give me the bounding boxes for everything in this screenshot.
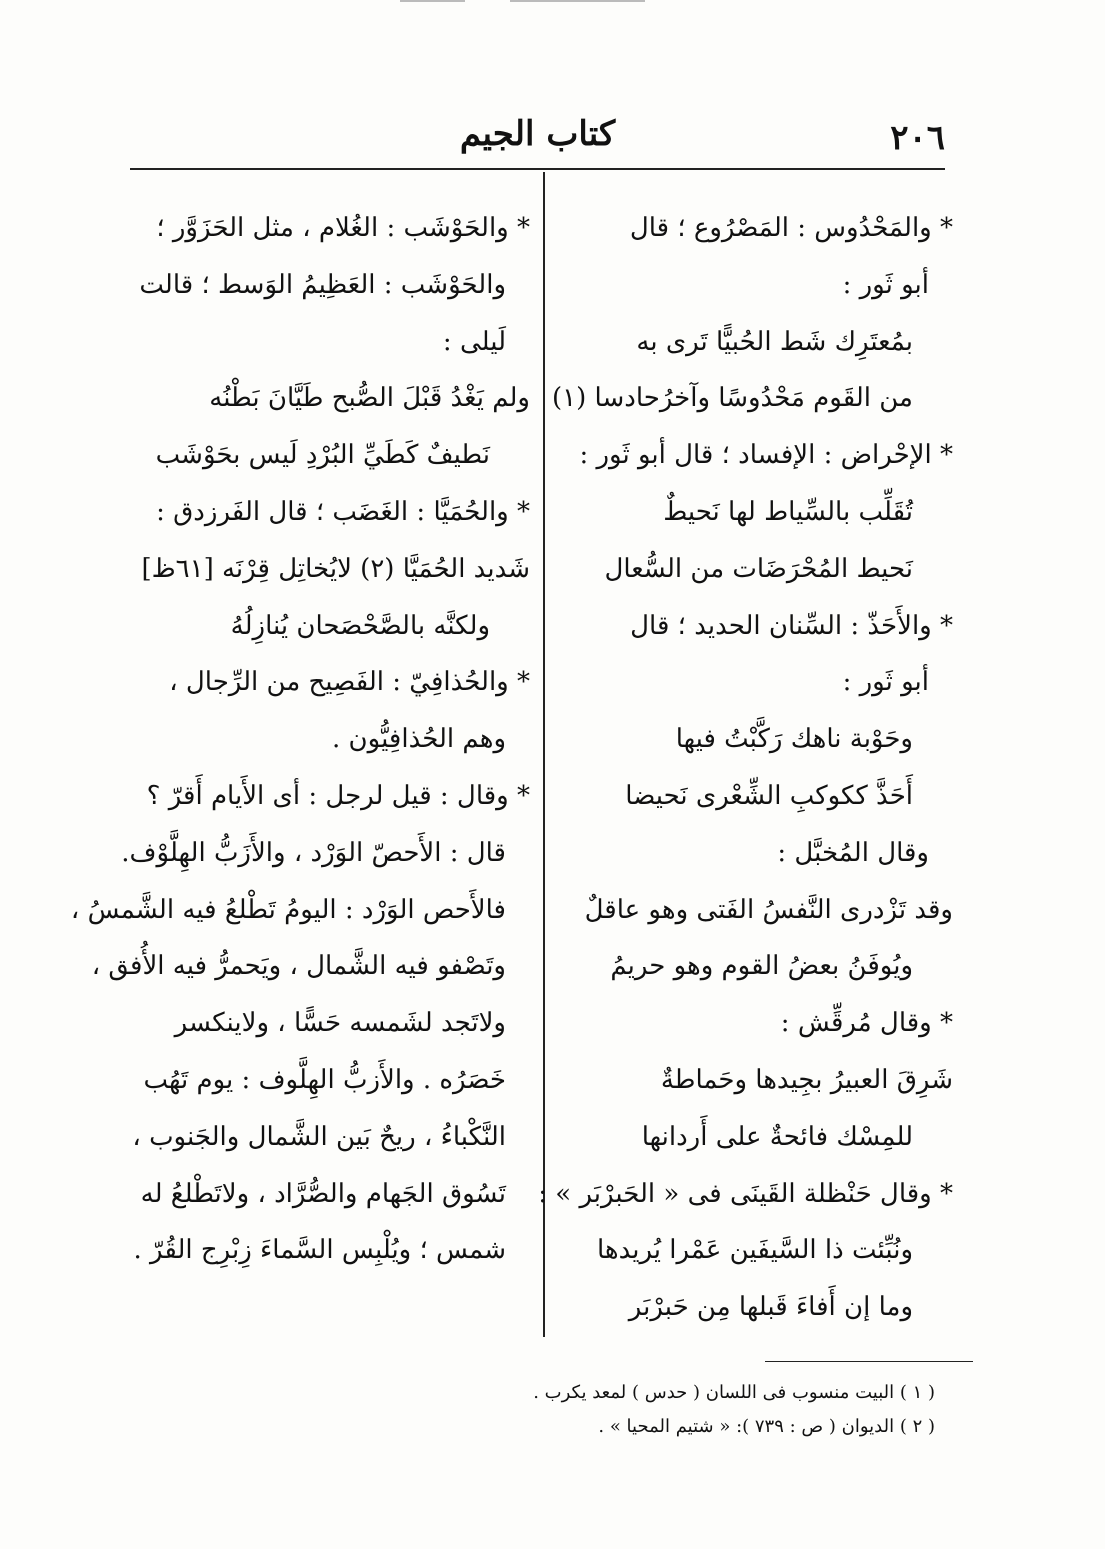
text-line: * والحُذافِيّ : الفَصِيح من الرِّجال ،: [169, 667, 530, 698]
top-scan-rule: [400, 0, 465, 2]
text-line: * والأَحَذّ : السِّنان الحديد ؛ قال: [630, 610, 953, 641]
left-column: [70, 200, 530, 1279]
header-rule: [130, 168, 945, 170]
verse-line: أَحَذَّ ككوكبِ الشِّعْرى نَحيضا: [625, 780, 913, 811]
verse-line: تُقَلِّب بالسِّياط لها نَحيطٌ: [663, 496, 913, 527]
top-scan-rule: [510, 0, 645, 2]
text-line: * الإحْراض : الإفساد ؛ قال أبو ثَور :: [579, 440, 953, 471]
text-line: تَسُوق الجَهام والصُّرَّاد ، ولاتَطْلعُ له: [140, 1178, 506, 1209]
page-number: ٢٠٦: [890, 118, 945, 158]
text-line: أبو ثَور :: [842, 269, 929, 300]
text-line: شمس ؛ ويُلْبِس السَّماءَ زِبْرِج القُرّ .: [133, 1235, 506, 1266]
text-line: لَيلى :: [442, 326, 506, 357]
text-line: فالأَحص الوَرْد : اليومُ تَطْلعُ فيه الشَّمسُ ،: [70, 894, 506, 925]
verse-line: بمُعتَرِك شَط الحُبيًّا تَرى به: [636, 326, 913, 357]
text-line: وقال المُخبَّل :: [777, 837, 929, 868]
verse-line: ولم يَغْدُ قَبْلَ الصُّبح طَيَّانَ بَطْنُه: [209, 383, 530, 414]
column-divider: [543, 172, 545, 1337]
verse-line: وقد تَزْدرى النَّفسُ الفَتى وهو عاقلٌ: [584, 894, 953, 925]
footnote: ( ١ ) البيت منسوب فى اللسان ( حدس ) لمعد يكرب .: [533, 1382, 935, 1403]
verse-line: وحَوْبة ناهك رَكَّبْتُ فيها: [675, 724, 913, 755]
footnotes: [335, 1376, 935, 1444]
text-line: ولاتَجد لشَمسه حَسًّا ، ولاينكسر: [174, 1008, 506, 1039]
page-header: [130, 110, 945, 160]
verse-line: ويُوفَنُ بعضُ القوم وهو حريمُ: [610, 951, 913, 982]
text-line: * وقال : قيل لرجل : أى الأَيام أَقرّ ؟: [146, 780, 530, 811]
verse-line: شَرِقَ العبيرُ بجِيدها وحَماطةٌ: [660, 1064, 953, 1095]
verse-line: ونُبِّئت ذا السَّيفَين عَمْرا يُريدها: [596, 1235, 913, 1266]
text-line: وهم الحُذافِيُّون .: [332, 724, 506, 755]
text-line: وتَصْفو فيه الشَّمال ، ويَحمرُّ فيه الأُفق ،: [91, 951, 506, 982]
verse-line: وما إن أَفاءَ قَبلها مِن حَبرْبَر: [628, 1292, 913, 1323]
book-title: كتاب الجيم: [459, 114, 616, 154]
text-line: * وقال مُرقِّش :: [780, 1008, 953, 1039]
right-column: [538, 200, 953, 1336]
text-line: خَصَرُه . والأَزبُّ الهِلَّوف : يوم تَهُب: [143, 1064, 506, 1095]
verse-line: شَديد الحُمَيَّا (٢) لايُخاتِل قِرْنَه [٦١ظ]: [141, 553, 530, 584]
footnote-rule: [765, 1361, 973, 1362]
footnote: ( ٢ ) الديوان ( ص : ٧٣٩ ): « شتيم المحيا » .: [598, 1416, 935, 1437]
text-line: والحَوْشَب : العَظِيمُ الوَسط ؛ قالت: [139, 269, 506, 300]
verse-line: نَحيط المُحْرَضَات من السُّعال: [604, 553, 913, 584]
text-line: النَّكْباءُ ، ريحٌ بَين الشَّمال والجَنوب ،: [132, 1121, 506, 1152]
verse-line: ولكنَّه بالصَّحْصَحان يُنازِلُهُ: [230, 610, 490, 641]
verse-line: نَطيفٌ كَطَيِّ البُرْدِ لَيس بحَوْشَب: [155, 440, 490, 471]
text-line: أبو ثَور :: [842, 667, 929, 698]
text-line: قال : الأَحصّ الوَرْد ، والأَزَبُّ الهِلَّوْف.: [121, 837, 506, 868]
text-line: * والحُمَيَّا : الغَضَب ؛ قال الفَرزدق :: [156, 496, 530, 527]
verse-line: من القَوم مَحْدُوسًا وآخرُحادسا (١): [552, 383, 913, 414]
text-line: * والحَوْشَب : الغُلام ، مثل الحَزَوَّر ؛: [156, 213, 530, 243]
text-line: * وقال حَنْظلة القَينَى فى « الحَبرْبَر » :: [538, 1178, 953, 1209]
verse-line: للمِسْك فائحةٌ على أَردانها: [641, 1121, 913, 1152]
text-line: * والمَحْدُوس : المَصْرُوع ؛ قال: [629, 213, 953, 243]
